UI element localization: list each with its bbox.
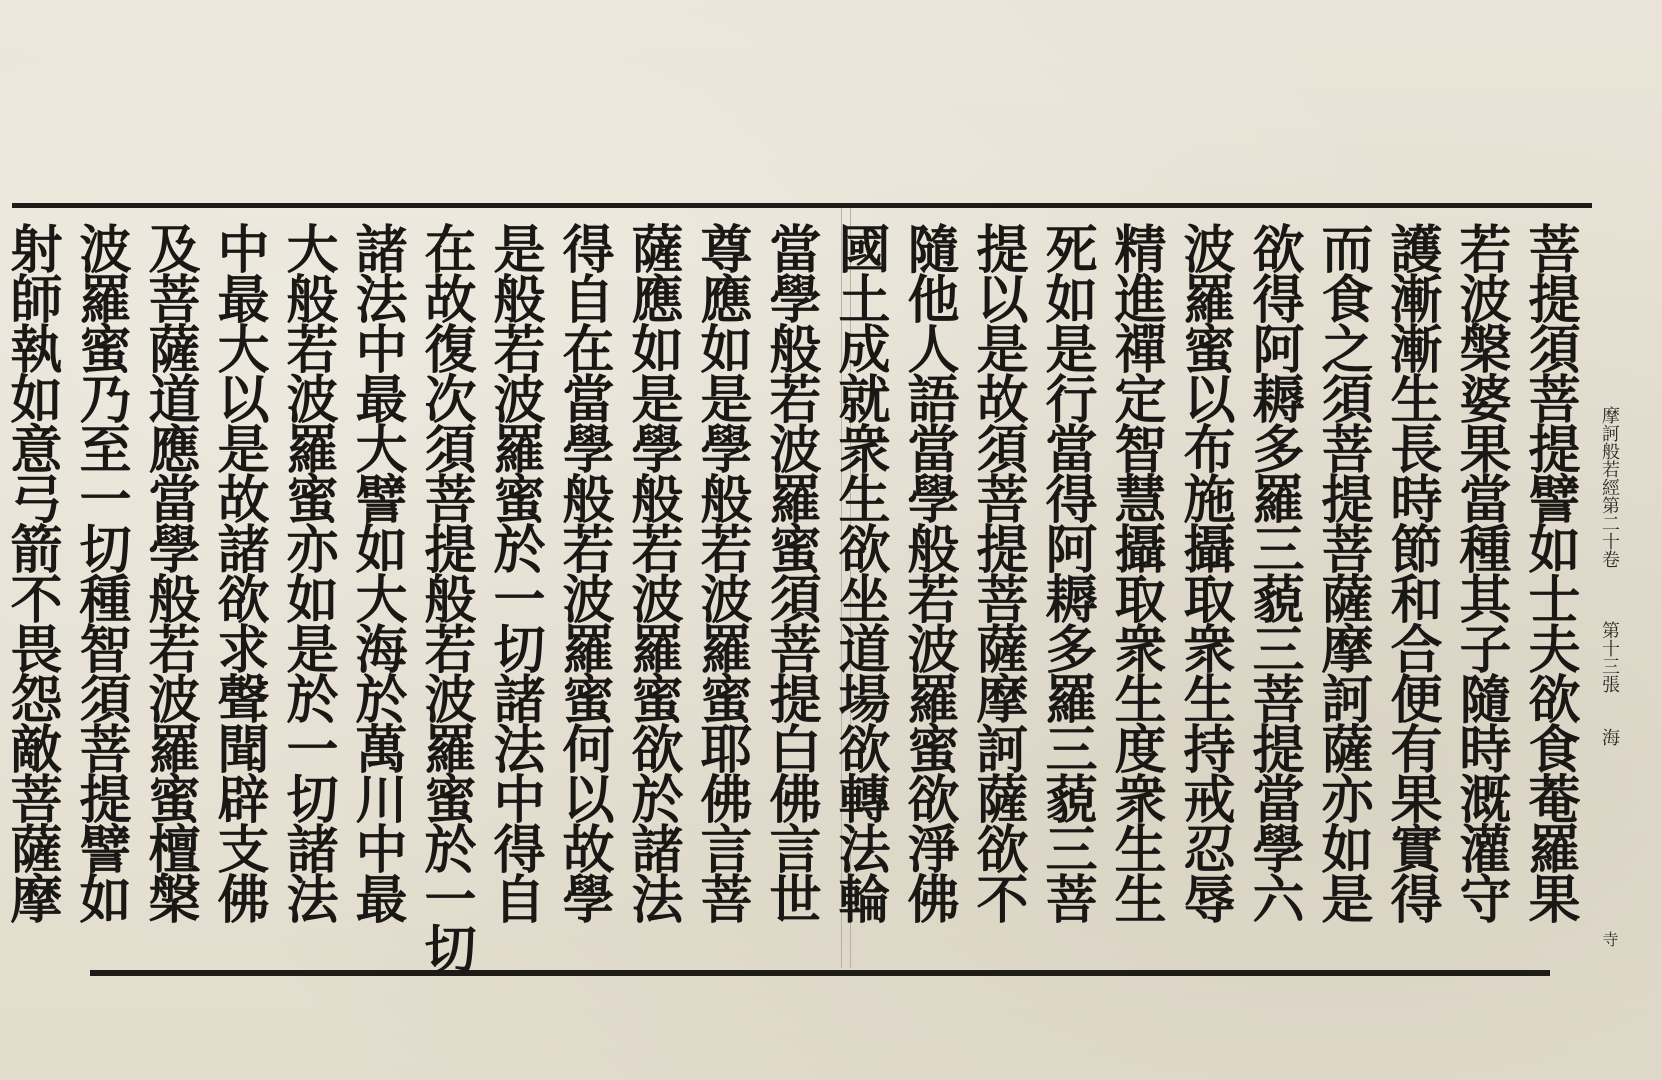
text-column: 護漸漸生長時節和合便有果實得 [1381,222,1442,922]
text-column: 而食之須菩提菩薩摩訶薩亦如是 [1312,222,1373,922]
text-column: 波羅蜜乃至一切種智須菩提譬如 [70,222,131,922]
page-number: 第十三張 [1599,621,1620,693]
text-column: 尊應如是學般若波羅蜜耶佛言菩 [691,222,752,922]
text-column: 中最大以是故諸欲求聲聞辟支佛 [208,222,269,922]
bottom-border-rule [90,970,1550,976]
text-column: 國土成就衆生欲坐道場欲轉法輪 [829,222,890,922]
main-text-block [1,222,1584,972]
sutra-title: 摩訶般若經第二十卷 [1599,406,1620,568]
text-column: 得自在當學般若波羅蜜何以故學 [553,222,614,922]
text-column: 射師執如意弓箭不畏怨敵菩薩摩 [1,222,62,922]
text-column: 欲得阿耨多羅三藐三菩提當學六 [1243,222,1304,922]
text-column: 提以是故須菩提菩薩摩訶薩欲不 [967,222,1028,922]
text-column: 菩提須菩提譬如士夫欲食菴羅果 [1519,222,1580,922]
text-column: 當學般若波羅蜜須菩提白佛言世 [760,222,821,922]
text-column: 波羅蜜以布施攝取衆生持戒忍辱 [1174,222,1235,922]
text-column: 是般若波羅蜜於一切諸法中得自 [484,222,545,922]
text-column: 隨他人語當學般若波羅蜜欲淨佛 [898,222,959,922]
carver-mark: 寺 [1600,931,1619,947]
text-column: 死如是行當得阿耨多羅三藐三菩 [1036,222,1097,922]
text-column: 諸法中最大譬如大海於萬川中最 [346,222,407,922]
text-column: 若波槃婆果當種其子隨時溉灌守 [1450,222,1511,922]
text-column: 大般若波羅蜜亦如是於一切諸法 [277,222,338,922]
text-column: 精進禪定智慧攝取衆生度衆生生 [1105,222,1166,922]
text-column: 在故復次須菩提般若波羅蜜於一切 [415,222,476,972]
text-column: 薩應如是學般若波羅蜜欲於諸法 [622,222,683,922]
text-column: 及菩薩道應當學般若波羅蜜檀槃 [139,222,200,922]
volume-mark: 海 [1599,728,1620,746]
top-border-rule [12,203,1592,208]
margin-notation [1598,406,1622,966]
